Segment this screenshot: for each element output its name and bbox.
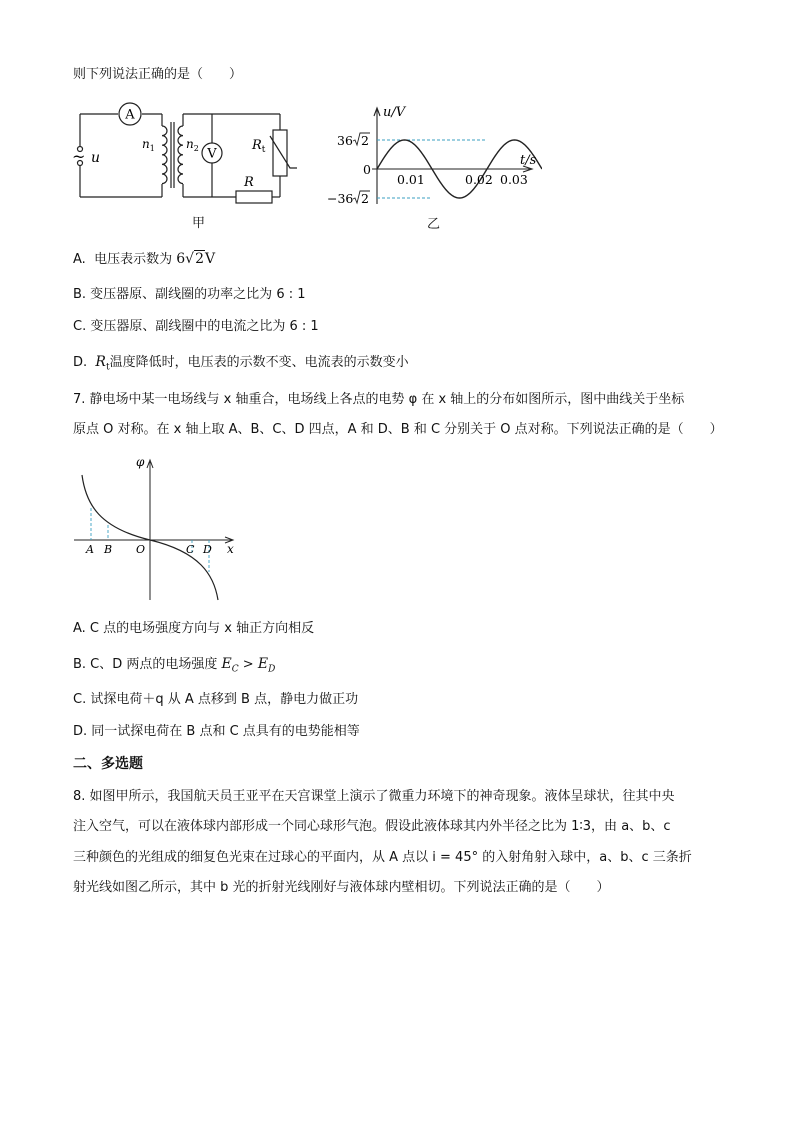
phi-axis-label: φ (136, 455, 145, 469)
xtick-002: 0.02 (465, 172, 493, 187)
circuit-diagram (68, 96, 308, 208)
q8-stem-line4: 射光线如图乙所示，其中 b 光的折射光线刚好与液体球内壁相切。下列说法正确的是（ ） (73, 880, 610, 895)
ammeter-label: A (125, 107, 135, 123)
ytick-top-radicand: 2 (361, 133, 369, 148)
point-c-label: C (186, 543, 195, 556)
ytick-bottom-radicand: 2 (361, 191, 369, 206)
voltmeter-label: V (207, 146, 217, 162)
n2-label: $n_2$ (186, 137, 199, 153)
q6-stem: 则下列说法正确的是（ ） (73, 67, 243, 82)
q7-stem-line2: 原点 O 对称。在 x 轴上取 A、B、C、D 四点，A 和 D、B 和 C 分别关于 O 点对称。下列说法正确的是（ ） (73, 422, 723, 437)
voltage-waveform-graph (322, 96, 542, 212)
q7-option-d: D. 同一试探电荷在 B 点和 C 点具有的电势能相等 (73, 724, 360, 739)
q7-option-b: B. C、D 两点的电场强度 $E_C > E_D$ (73, 656, 276, 675)
origin-label: O (136, 543, 146, 556)
q8-stem-line2: 注入空气，可以在液体球内部形成一个同心球形气泡。假设此液体球其内外半径之比为 1∶3，由 a、b、c (73, 819, 671, 834)
q8-stem-line1: 8. 如图甲所示，我国航天员王亚平在天宫课堂上演示了微重力环境下的神奇现象。液体呈球状，往其中央 (73, 789, 675, 804)
source-voltage-label: u (91, 150, 101, 166)
y-axis-label: u/V (383, 105, 406, 120)
xtick-001: 0.01 (397, 172, 425, 187)
r-label: R (244, 175, 254, 190)
q8-stem-line3: 三种颜色的光组成的细复色光束在过球心的平面内，从 A 点以 i = 45° 的入射角射入球中，a、b、c 三条折 (73, 850, 692, 865)
q7-option-c: C. 试探电荷＋q 从 A 点移到 B 点，静电力做正功 (73, 692, 359, 707)
figure-yi-caption: 乙 (427, 217, 441, 232)
point-d-label: D (203, 543, 212, 556)
q6-option-b: B. 变压器原、副线圈的功率之比为 6 : 1 (73, 287, 306, 302)
x-axis-label: x (227, 542, 234, 556)
q6-option-d: D. $R_t$温度降低时，电压表的示数不变、电流表的示数变小 (73, 354, 409, 373)
point-a-label: A (86, 543, 94, 556)
point-b-label: B (104, 543, 113, 556)
q6-option-c: C. 变压器原、副线圈中的电流之比为 6 : 1 (73, 319, 319, 334)
rt-label: $R_t$ (252, 138, 266, 155)
potential-graph (70, 450, 250, 605)
n1-label: $n_1$ (142, 137, 155, 153)
ac-source-symbol: ~ (72, 147, 86, 166)
xtick-003: 0.03 (500, 172, 528, 187)
q6-option-a: A. 电压表示数为 6√2V (73, 251, 216, 267)
ytick-top: 36 (337, 133, 353, 148)
section-title: 二、多选题 (73, 756, 143, 772)
q7-stem-line1: 7. 静电场中某一电场线与 x 轴重合，电场线上各点的电势 φ 在 x 轴上的分布如图所示，图中曲线关于坐标 (73, 392, 685, 407)
x-axis-label: t/s (520, 153, 537, 168)
ytick-bottom: −36 (327, 191, 354, 206)
q7-option-a: A. C 点的电场强度方向与 x 轴正方向相反 (73, 621, 315, 636)
figure-jia-caption: 甲 (192, 216, 206, 231)
ytick-zero: 0 (363, 162, 371, 177)
